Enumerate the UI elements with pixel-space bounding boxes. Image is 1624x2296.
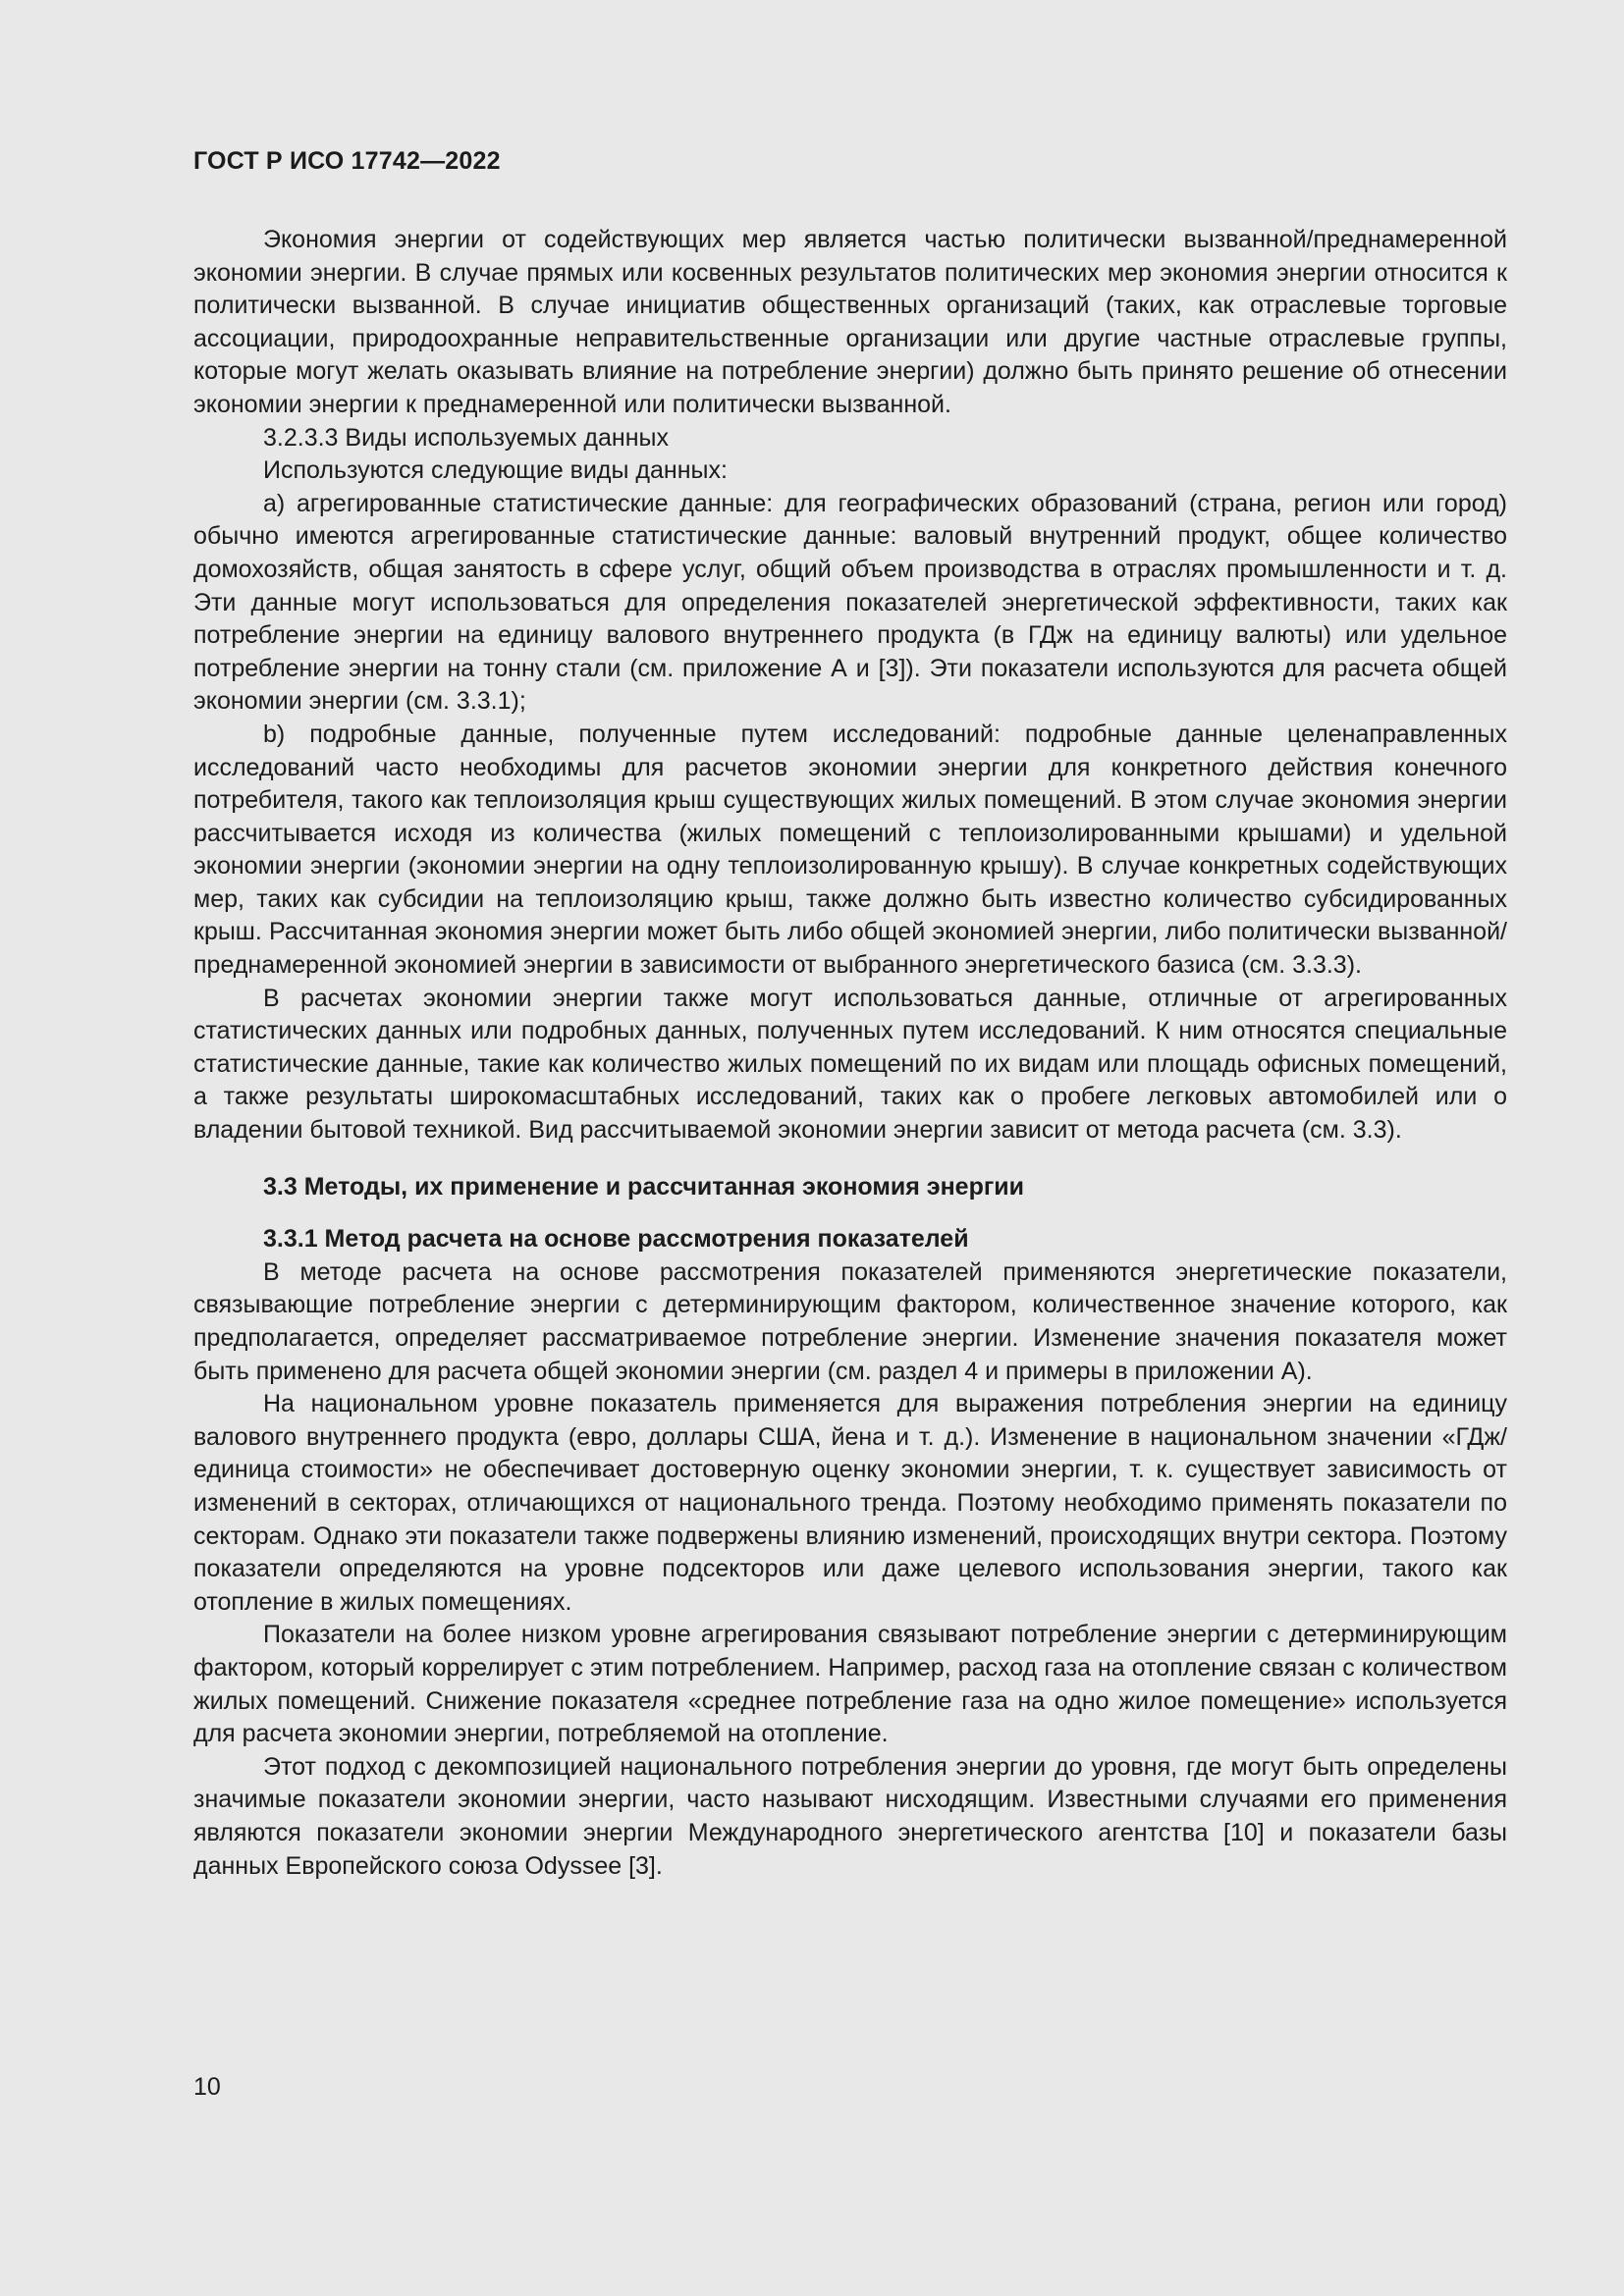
document-body [193,224,1507,1883]
paragraph-indicator-method: В методе расчета на основе рассмотрения показателей применяются энергетические показатели, связывающие потребление энергии с детерминирующим фактором, количественное значение которого, как предполагается, определяет рассматриваемое потребление энергии. Изменение значения показателя может быть применено для расчета общей экономии энергии (см. раздел 4 и примеры в приложении А). [193,1257,1507,1385]
page-number: 10 [193,2073,221,2101]
paragraph-lower-aggregation: Показатели на более низком уровне агрегирования связывают потребление энергии с детерминирующим фактором, который коррелирует с этим потреблением. Например, расход газа на отопление связан с количеством жилых помещений. Снижение показателя «среднее потребление газа на одно жилое помещение» используется для расчета экономии энергии, потребляемой на отопление. [193,1621,1507,1748]
paragraph-data-types-intro: Используются следующие виды данных: [263,456,728,485]
paragraph-national-level: На национальном уровне показатель применяется для выражения потребления энергии на единицу валового внутреннего продукта (евро, доллары США, йена и т. д.). Изменение в национальном значении «ГДж/единица стоимости» не обеспечивает достоверную оценку экономии энергии, т. к. существует зависимость от изменений в секторах, отличающихся от национального тренда. Поэтому необходимо применять показатели по секторам. Однако эти показатели также подвержены влиянию изменений, происходящих внутри сектора. Поэтому показатели определяются на уровне подсекторов или даже целевого использования энергии, такого как отопление в жилых помещениях. [193,1390,1507,1616]
document-header: ГОСТ Р ИСО 17742—2022 [193,147,501,175]
list-item-b-detailed-data: b) подробные данные, полученные путем исследований: подробные данные целенаправленных исследований часто необходимы для расчетов экономии энергии для конкретного действия конечного потребителя, такого как теплоизоляция крыш существующих жилых помещений. В этом случае экономия энергии рассчитывается исходя из количества (жилых помещений с теплоизолированными крышами) и удельной экономии энергии (экономии энергии на одну теплоизолированную крышу). В случае конкретных содействующих мер, таких как субсидии на теплоизоляцию крыш, также должно быть известно количество субсидированных крыш. Рассчитанная экономия энергии может быть либо общей экономией энергии, либо политически вызванной/преднамеренной экономией энергии в зависимости от выбранного энергетического базиса (см. 3.3.3). [193,720,1507,980]
paragraph-policy-savings: Экономия энергии от содействующих мер является частью политически вызванной/преднамеренной экономии энергии. В случае прямых или косвенных результатов политических мер экономия энергии относится к политически вызванной. В случае инициатив общественных организаций (таких, как отраслевые торговые ассоциации, природоохранные неправительственные организации или другие частные отраслевые группы, которые могут желать оказывать влияние на потребление энергии) должно быть принято решение об отнесении экономии энергии к преднамеренной или политически вызванной. [193,226,1507,418]
section-heading-3-3: 3.3 Методы, их применение и рассчитанная экономия энергии [263,1172,1024,1201]
subsection-title-3-2-3-3: 3.2.3.3 Виды используемых данных [263,423,669,452]
paragraph-other-data: В расчетах экономии энергии также могут использоваться данные, отличные от агрегированных статистических данных или подробных данных, полученных путем исследований. К ним относятся специальные статистические данные, такие как количество жилых помещений по их видам или площадь офисных помещений, а также результаты широкомасштабных исследований, таких как о пробеге легковых автомобилей или о владении бытовой техникой. Вид рассчитываемой экономии энергии зависит от метода расчета (см. 3.3). [193,984,1507,1145]
list-item-a-aggregated-data: а) агрегированные статистические данные: для географических образований (страна, регион или город) обычно имеются агрегированные статистические данные: валовый внутренний продукт, общее количество домохозяйств, общая занятость в сфере услуг, общий объем производства в отраслях промышленности и т. д. Эти данные могут использоваться для определения показателей энергетической эффективности, таких как потребление энергии на единицу валового внутреннего продукта (в ГДж на единицу валюты) или удельное потребление энергии на тонну стали (см. приложение А и [3]). Эти показатели используются для расчета общей экономии энергии (см. 3.3.1); [193,489,1507,716]
paragraph-top-down: Этот подход с декомпозицией национального потребления энергии до уровня, где могут быть определены значимые показатели экономии энергии, часто называют нисходящим. Известными случаями его применения являются показатели экономии энергии Международного энергетического агентства [10] и показатели базы данных Европейского союза Odyssee [3]. [193,1752,1507,1880]
section-heading-3-3-1: 3.3.1 Метод расчета на основе рассмотрения показателей [263,1225,969,1254]
